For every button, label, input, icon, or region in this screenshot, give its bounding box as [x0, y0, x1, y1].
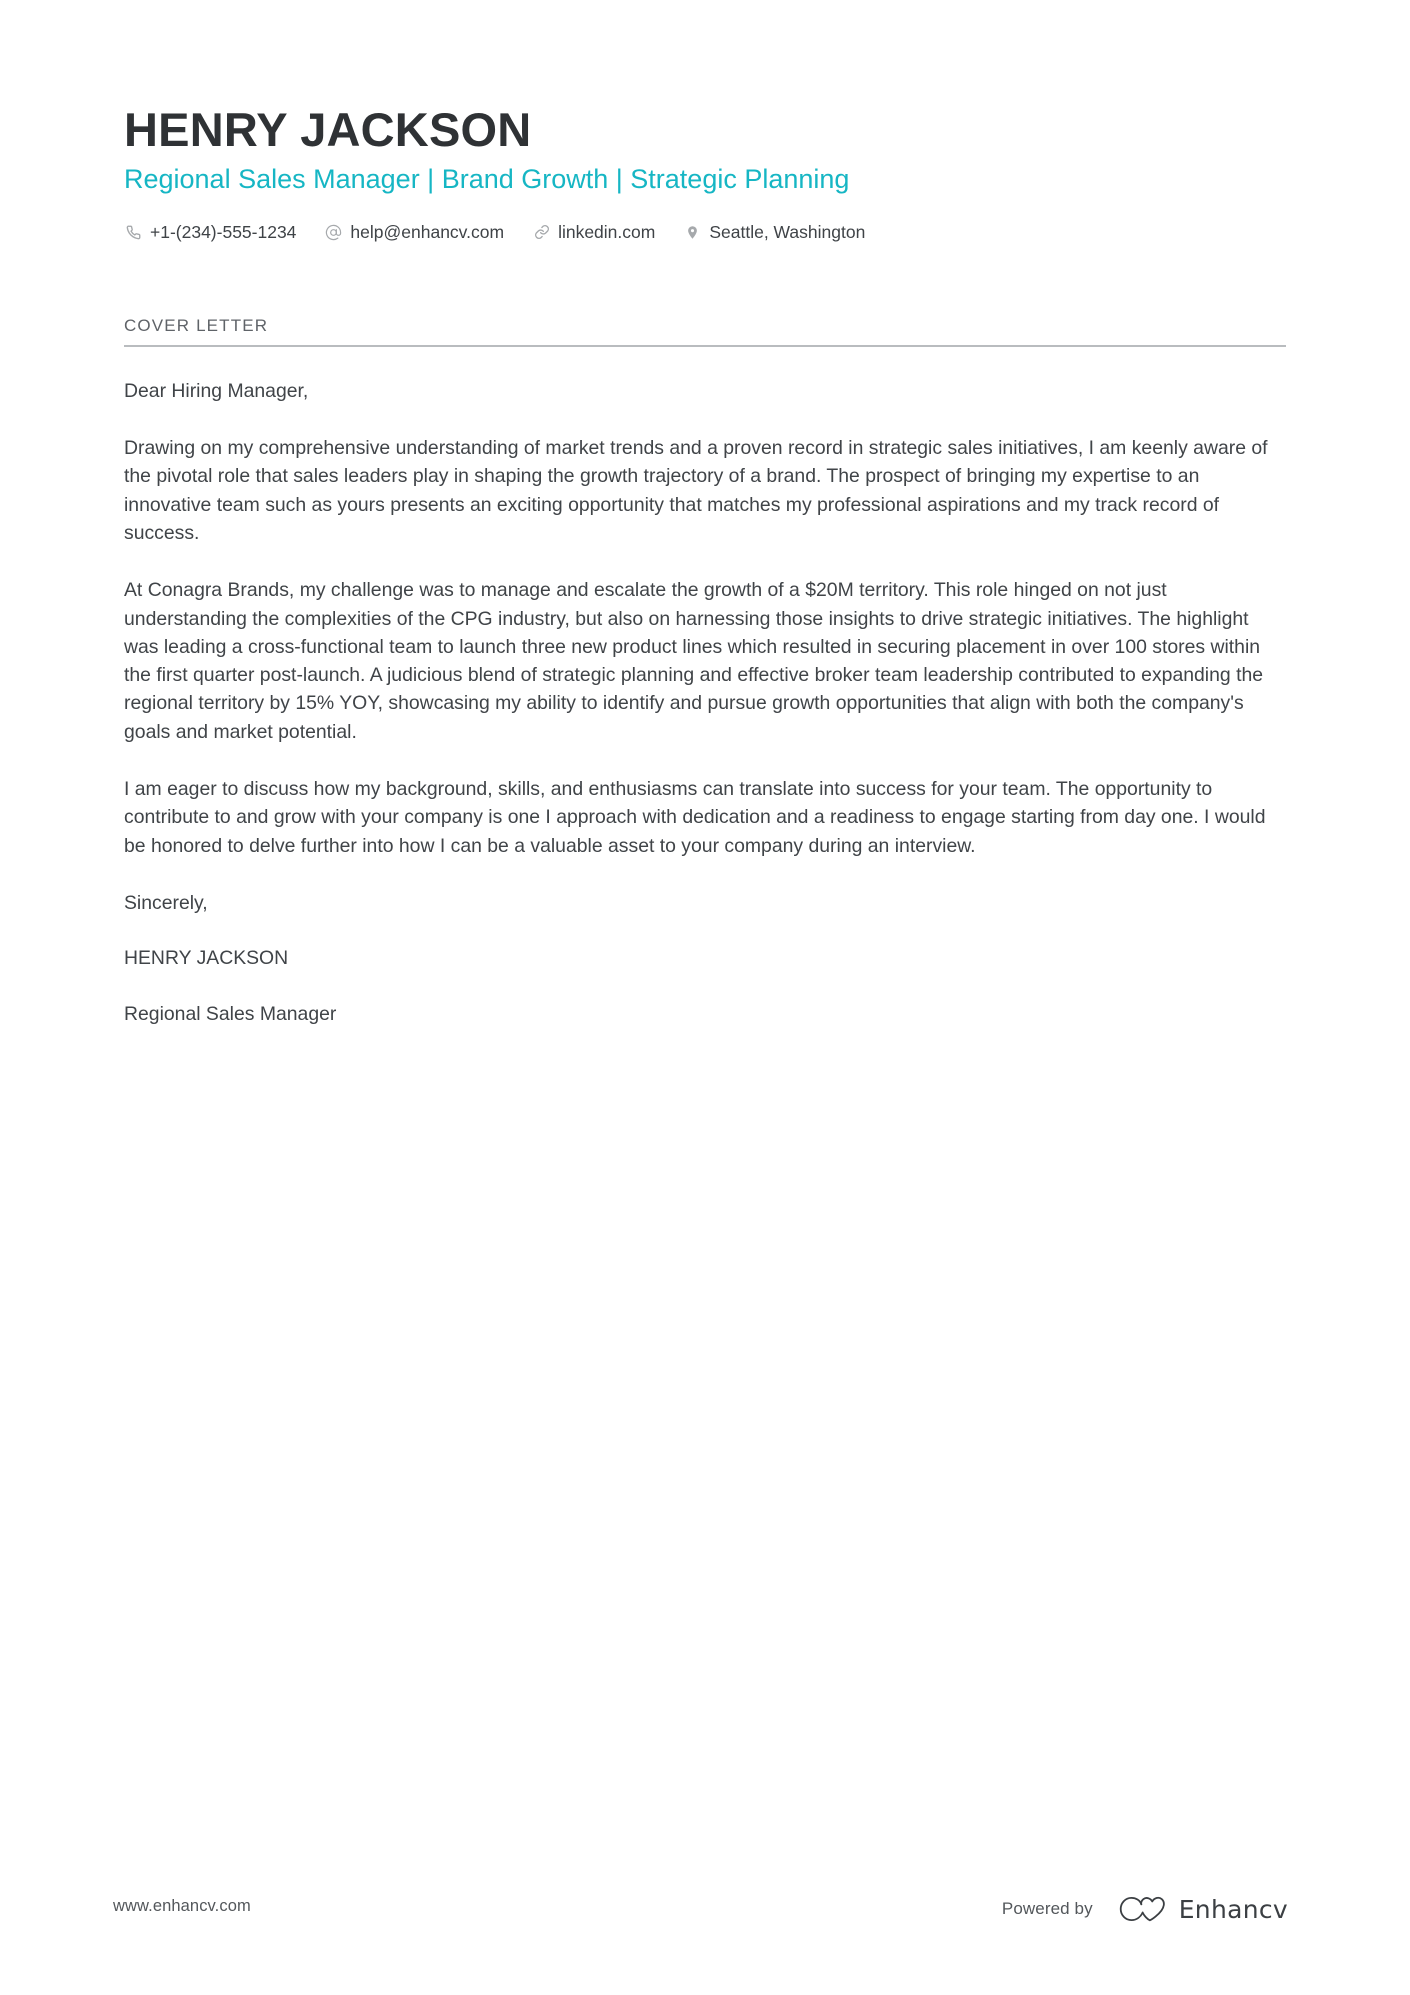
letter-paragraph-1: Drawing on my comprehensive understanding of market trends and a proven record in strategic sales initiatives, I am keenly aware of the pivotal role that sales leaders play in shaping the growth trajectory of a brand. The prospect of bringing my expertise to an innovative team such as yours presents an exciting opportunity that matches my professional aspirations and my track record of success. [124, 437, 1268, 544]
letter-closing: Sincerely, [124, 891, 208, 914]
contact-phone-value: +1-(234)-555-1234 [150, 221, 297, 242]
header [124, 104, 1286, 242]
letter-signature-title: Regional Sales Manager [124, 1002, 337, 1025]
footer [0, 1889, 1410, 1929]
page-title: HENRY JACKSON [124, 103, 532, 156]
letter-salutation: Dear Hiring Manager, [124, 379, 309, 402]
contact-phone[interactable] [124, 223, 296, 242]
location-pin-icon [683, 223, 702, 242]
section-title: COVER LETTER [124, 315, 269, 335]
email-icon [324, 223, 343, 242]
footer-website-url[interactable]: www.enhancv.com [113, 1897, 251, 1915]
contact-location[interactable] [683, 223, 865, 242]
phone-icon [124, 223, 143, 242]
contact-email[interactable] [324, 223, 504, 242]
cover-letter-section [124, 316, 1286, 1028]
document-content [124, 104, 1286, 1028]
section-divider [124, 345, 1286, 347]
enhancv-brand-name: Enhancv [1178, 1894, 1288, 1924]
letter-paragraph-2: At Conagra Brands, my challenge was to manage and escalate the growth of a $20M territory. This role hinged on not just understanding the complexities of the CPG industry, but also on harnessing those insights to drive strategic initiatives. The highlight was leading a cross-functional team to launch three new product lines which resulted in securing placement in over 100 stores within the first quarter post-launch. A judicious blend of strategic planning and effective broker team leadership contributed to expanding the regional territory by 15% YOY, showcasing my ability to identify and pursue growth opportunities that align with both the company's goals and market potential. [124, 579, 1264, 743]
contact-link[interactable] [532, 223, 655, 242]
letter-paragraph-3: I am eager to discuss how my background, skills, and enthusiasms can translate into success for your team. The opportunity to contribute to and grow with your company is one I approach with dedication and a readiness to engage starting from day one. I would be honored to delve further into how I can be a valuable asset to your company during an interview. [124, 778, 1266, 857]
link-icon [532, 223, 551, 242]
powered-by-label: Powered by [1001, 1899, 1093, 1918]
contact-email-value: help@enhancv.com [350, 221, 505, 242]
letter-body [124, 377, 1286, 1028]
enhancv-logo-icon [1119, 1894, 1167, 1924]
contact-location-value: Seattle, Washington [709, 221, 866, 242]
footer-brand [1002, 1889, 1288, 1929]
letter-signature-name: HENRY JACKSON [124, 947, 289, 970]
contact-row [124, 223, 1286, 242]
headline: Regional Sales Manager | Brand Growth | Strategic Planning [124, 163, 850, 194]
contact-link-value: linkedin.com [558, 221, 656, 242]
